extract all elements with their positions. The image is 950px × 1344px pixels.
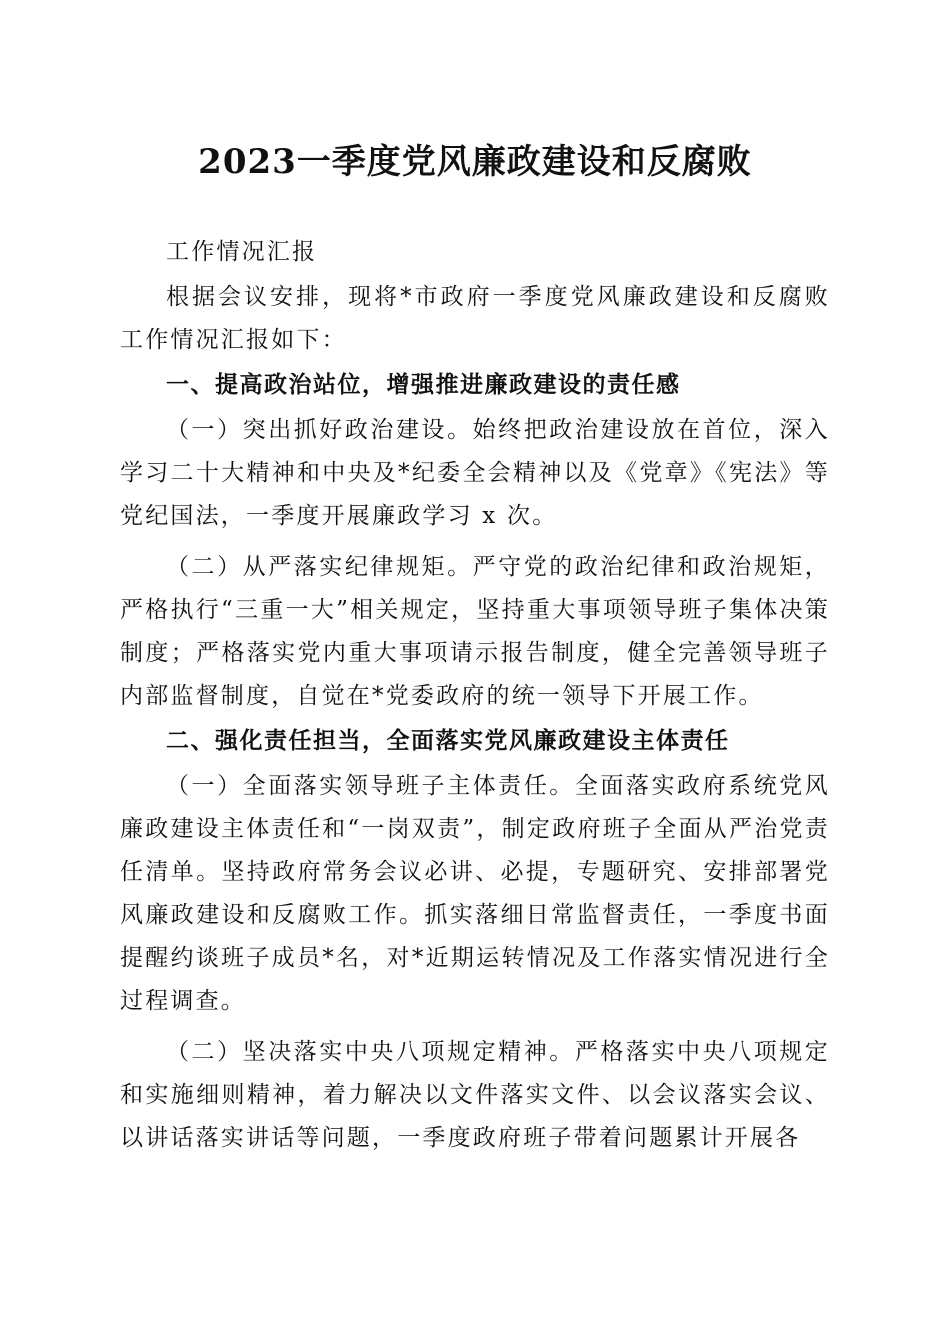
section-1-paragraph-2: （二）从严落实纪律规矩。严守党的政治纪律和政治规矩，严格执行“三重一大”相关规定，坚持重大事项领导班子集体决策制度；严格落实党内重大事项请示报告制度，健全完善领导班子内部监督制度，自觉在*党委政府的统一领导下开展工作。 <box>120 554 830 709</box>
section-1-heading: 一、提高政治站位，增强推进廉政建设的责任感 <box>166 372 681 398</box>
section-2-paragraph-1: （一）全面落实领导班子主体责任。全面落实政府系统党风廉政建设主体责任和“一岗双责”，制定政府班子全面从严治党责任清单。坚持政府常务会议必讲、必提，专题研究、安排部署党风廉政建设和反腐败工作。抓实落细日常监督责任，一季度书面提醒约谈班子成员*名，对*近期运转情况及工作落实情况进行全过程调查。 <box>120 773 830 1014</box>
document-body <box>120 231 830 1160</box>
section-1-paragraph-1: （一）突出抓好政治建设。始终把政治建设放在首位，深入学习二十大精神和中央及*纪委全会精神以及《党章》《宪法》等党纪国法，一季度开展廉政学习 x 次。 <box>120 417 830 529</box>
section-2-heading: 二、强化责任担当，全面落实党风廉政建设主体责任 <box>166 728 730 754</box>
document-title: 2023一季度党风廉政建设和反腐败 <box>198 142 752 182</box>
document-subtitle: 工作情况汇报 <box>166 239 318 265</box>
intro-paragraph: 根据会议安排，现将*市政府一季度党风廉政建设和反腐败工作情况汇报如下： <box>120 284 830 353</box>
section-2-paragraph-2: （二）坚决落实中央八项规定精神。严格落实中央八项规定和实施细则精神，着力解决以文件落实文件、以会议落实会议、以讲话落实讲话等问题，一季度政府班子带着问题累计开展各 <box>120 1039 830 1151</box>
